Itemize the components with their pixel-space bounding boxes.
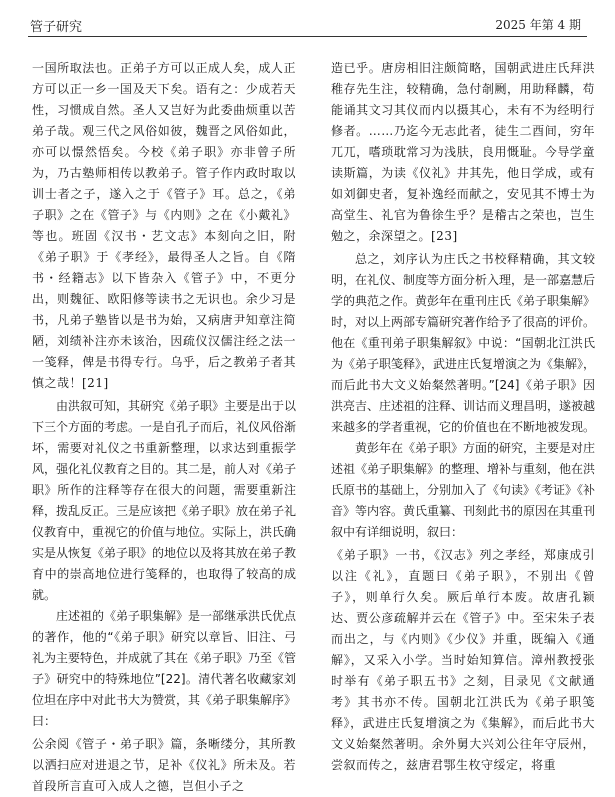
body-paragraph: 庄述祖的《弟子职集解》是一部继承洪氏优点的著作，他的“《弟子职》研究以章旨、旧注、弓礼为主要特色，并成就了其在《弟子职》乃至《管子》研究中的特殊地位”[22]。清代著名收藏家刘位坦在序中对此书大为赞赏，其《弟子职集解序》曰： xyxy=(32,609,297,728)
quote-block: 造已乎。唐房相旧注颇简略，国朝武进庄氏拜洪稚存先生注，较精确，急付剞劂，用助释麟，苟能诵其文习其仪而内以摄其心，未有不为经明行修者。……乃迄今无志此者，徒生二酉间，穷年兀兀，嗜琐耽常习为浅肤，良用慨耻。今导学童读斯篇，为读《仪礼》井其先，他日学成，或有如刘御史者，复补逸经而献之，安见其不博士为高堂生、礼官为鲁徐生乎？是稽古之荣也，岂生勉之，余深望之。[23] xyxy=(331,61,595,243)
left-column xyxy=(32,58,296,797)
quote-block: 公余阅《管子・弟子职》篇，条晰缕分，其所教以洒扫应对进退之节，足补《仪礼》所未及。若首段所言直可入成人之德，岂但小子之 xyxy=(32,737,296,793)
quote-block: 《弟子职》一书，《汉志》列之孝经，郑康成引以注《礼》，直题曰《弟子职》，不别出《曾子》，则单行久矣。厥后单行本废。故唐孔颖达、贾公彦疏解并云在《管子》中。至宋朱子表而出之，与《内则》《少仪》并重，既编入《通解》，又采入小学。当时始知算信。漳州教授张时举有《弟子职五书》之刻，目录见《文献通考》其书亦不传。国朝北江洪氏为《弟子职笺释》，武进庄氏复增演之为《集解》，而后此书大文义始粲然著明。余外舅大兴刘公往年守辰州，尝叙而传之，兹唐君鄂生枚守绥定，将重 xyxy=(331,548,595,772)
issue-label: 2025 年第 4 期 xyxy=(495,18,581,32)
right-column xyxy=(331,58,595,776)
quote-block: 一国所取法也。正弟子方可以正成人矣，成人正方可以正一乡一国及天下矣。语有之：少成若天性，习惯成自然。圣人又岂好为此委曲烦重以苦弟子哉。观三代之风俗如彼，魏晋之风俗如此，亦可以憬然悟矣。今校《弟子职》亦非曾子所为，乃古塾师相传以教弟子。管子作内政时取以训士者之子，遂入之于《管子》耳。总之，《弟子职》之在《管子》与《内则》之在《小戴礼》等也。班固《汉书・艺文志》本刻向之旧，附《弟子职》于《孝经》，最得圣人之旨。自《隋书・经籍志》以下皆杂入《管子》中，不更分出，则魏征、欧阳修等读书之无识也。余少习是书，凡弟子塾皆以是书为始，又病唐尹知章注简陋，刘绩补注亦未该治，因疏仪汉儒注经之法一一笺释，俾是书得专行。乌乎，后之教弟子者其慎之哉！[21] xyxy=(32,61,296,390)
body-paragraph: 由洪叙可知，其研究《弟子职》主要是出于以下三个方面的考虑。一是自孔子而后，礼仪风俗渐坏，需要对礼仪之书重新整理，以求达到重振学风，强化礼仪教育之目的。其二是，前人对《弟子职》所作的注释等存在很大的问题，需要重新注释，拨乱反正。三是应该把《弟子职》放在弟子礼仪教育中，重视它的价值与地位。实际上，洪氏确实是从恢复《弟子职》的地位以及将其放在弟子教育中的崇高地位进行笺释的，也取得了较高的成就。 xyxy=(32,399,297,602)
running-header xyxy=(0,0,615,40)
header-rule xyxy=(28,36,587,37)
body-paragraph: 黄彭年在《弟子职》方面的研究，主要是对庄述祖《弟子职集解》的整理、增补与重刻，他在洪氏原书的基础上，分别加入了《句读》《考证》《补音》等内容。黄氏重纂、刊刻此书的原因在其重刊叙中有详细说明，叙曰： xyxy=(331,441,596,539)
journal-title: 管子研究 xyxy=(30,20,83,35)
body-paragraph: 总之，刘序认为庄氏之书校释精确，其文较明，在礼仪、制度等方面分析入理，是一部嘉慧后学的典范之作。黄彭年在重刊庄氏《弟子职集解》时，对以上两部专篇研究著作给予了很高的评价。他在《重刊弟子职集解叙》中说：“国朝北江洪氏为《弟子职笺释》，武进庄氏复增演之为《集解》，而后此书大文义始粲然著明。”[24]《弟子职》因洪亮吉、庄述祖的注释、训诂而义理昌明，遂被越来越多的学者重视，它的价值也在不断地被发现。 xyxy=(331,252,596,434)
